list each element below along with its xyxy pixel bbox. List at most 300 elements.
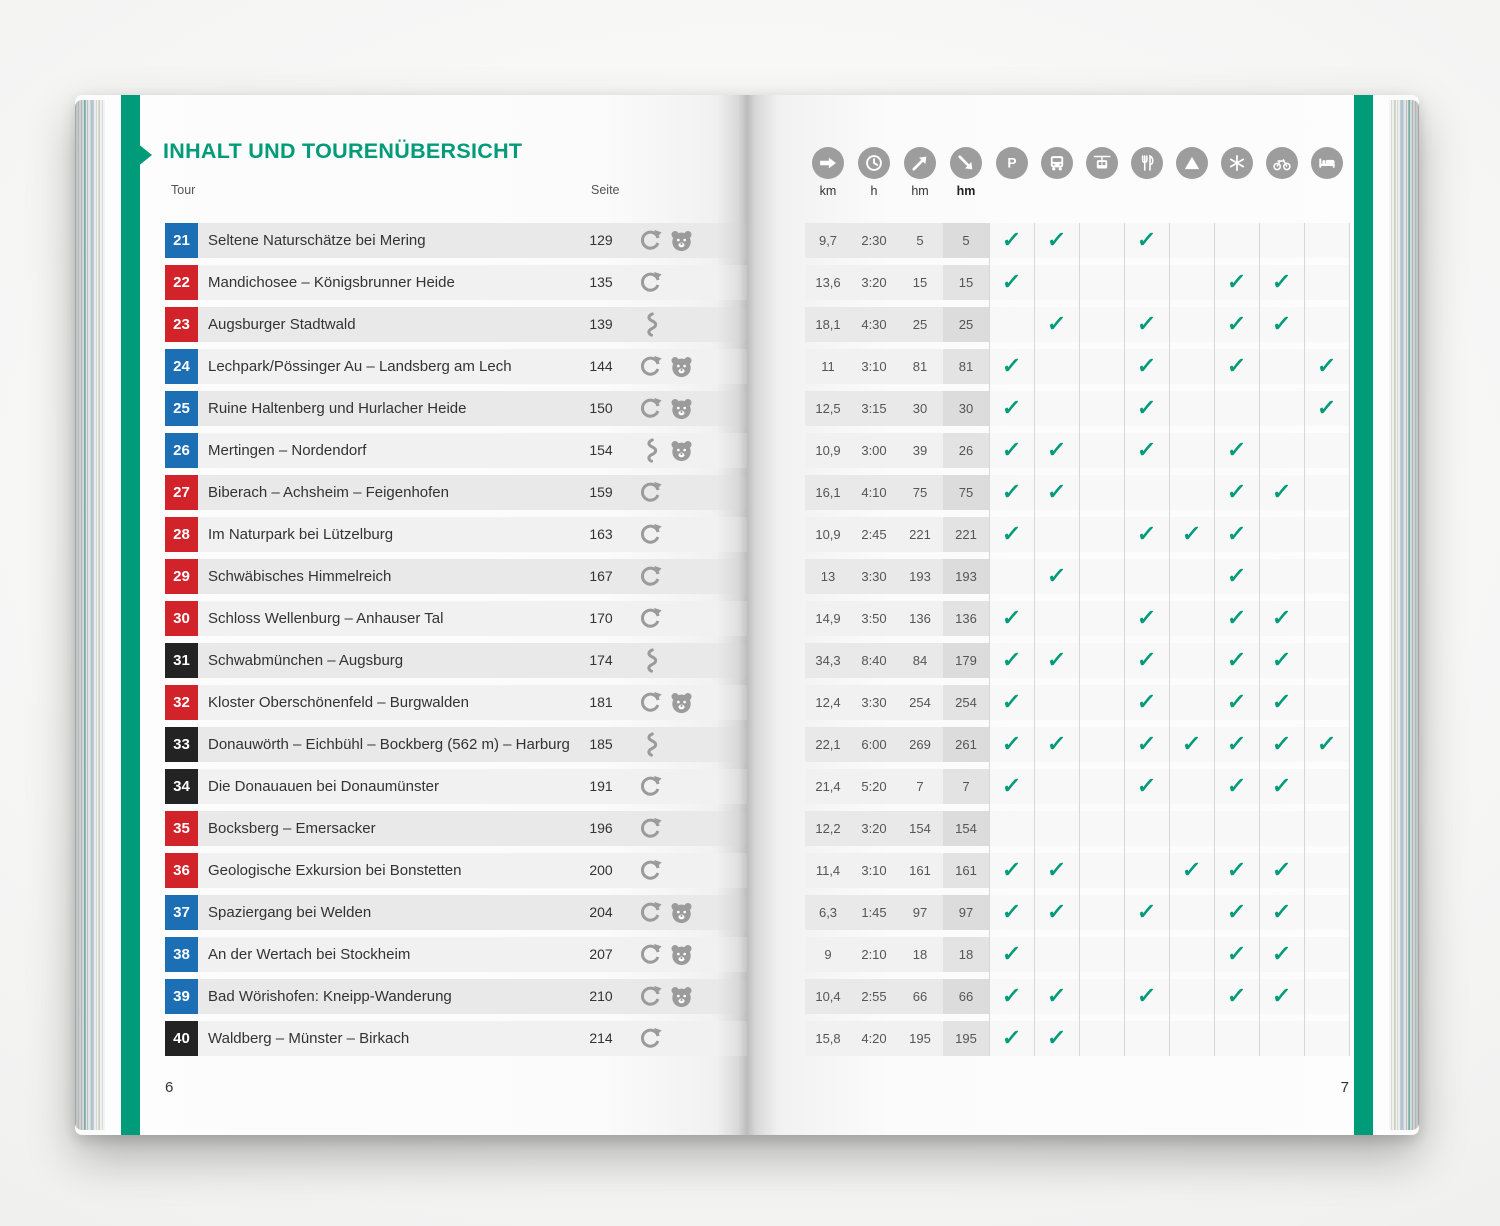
check-parking: ✓: [1000, 857, 1023, 882]
tour-number-badge: 28: [165, 517, 198, 552]
tour-name: Bocksberg – Emersacker: [208, 820, 376, 837]
tour-page-number: 159: [589, 484, 613, 500]
clock-icon: [858, 147, 890, 179]
check-parking: ✓: [1000, 899, 1023, 924]
tour-page-number: 135: [589, 274, 613, 290]
tour-km: 11,4: [815, 863, 841, 878]
tour-km: 13,6: [815, 275, 841, 290]
tour-row-right-22: [747, 265, 1389, 300]
tour-number-badge: 31: [165, 643, 198, 678]
tour-number-badge: 33: [165, 727, 198, 762]
page-number-left: 6: [165, 1079, 174, 1096]
unit-labels-row: [747, 184, 1389, 202]
tour-ascent: 84: [912, 653, 928, 668]
tour-row-right-25: [747, 391, 1389, 426]
bear-icon: [668, 689, 695, 716]
tour-duration: 2:10: [861, 947, 887, 962]
green-margin-stripe-left: [121, 95, 140, 1135]
check-bus: ✓: [1045, 563, 1068, 588]
check-snowflake: ✓: [1225, 941, 1248, 966]
check-parking: ✓: [1000, 731, 1023, 756]
tour-number-badge: 22: [165, 265, 198, 300]
check-snowflake: ✓: [1225, 521, 1248, 546]
tour-page-number: 200: [589, 862, 613, 878]
tour-duration: 2:45: [861, 527, 887, 542]
tour-row-left-23: [165, 307, 747, 342]
check-snowflake: ✓: [1225, 605, 1248, 630]
tour-number-badge: 24: [165, 349, 198, 384]
tour-duration: 3:10: [861, 863, 887, 878]
tour-descent: 179: [955, 653, 977, 668]
tour-number-badge: 25: [165, 391, 198, 426]
tour-page-number: 167: [589, 568, 613, 584]
check-restaurant: ✓: [1135, 605, 1158, 630]
tour-name: Schwabmünchen – Augsburg: [208, 652, 404, 669]
tour-km: 11: [821, 359, 835, 374]
tour-page-number: 139: [589, 316, 613, 332]
tour-page-number: 144: [589, 358, 613, 374]
loop-icon: [637, 269, 664, 296]
tour-row-right-27: [747, 475, 1389, 510]
wave-icon: [637, 731, 664, 758]
tour-ascent: 75: [912, 485, 928, 500]
ascent-icon: [904, 147, 936, 179]
tour-descent: 136: [955, 611, 977, 626]
tour-number-badge: 30: [165, 601, 198, 636]
tour-name: Waldberg – Münster – Birkach: [208, 1030, 410, 1047]
tour-row-left-29: [165, 559, 747, 594]
tour-number-badge: 38: [165, 937, 198, 972]
unit-label: h: [870, 184, 878, 198]
wave-icon: [637, 647, 664, 674]
loop-icon: [637, 689, 664, 716]
tour-row-right-31: [747, 643, 1389, 678]
tour-duration: 8:40: [861, 653, 887, 668]
check-snowflake: ✓: [1225, 689, 1248, 714]
bear-icon: [668, 395, 695, 422]
bear-icon: [668, 227, 695, 254]
check-parking: ✓: [1000, 521, 1023, 546]
tour-row-left-32: [165, 685, 747, 720]
check-bus: ✓: [1045, 437, 1068, 462]
descent-icon: [950, 147, 982, 179]
tour-ascent: 161: [909, 863, 931, 878]
check-bus: ✓: [1045, 731, 1068, 756]
bear-icon: [668, 437, 695, 464]
tour-descent: 161: [955, 863, 977, 878]
tour-row-left-26: [165, 433, 747, 468]
tour-number-badge: 39: [165, 979, 198, 1014]
tour-row-right-39: [747, 979, 1389, 1014]
tour-row-right-36: [747, 853, 1389, 888]
bus-icon: [1041, 147, 1073, 179]
check-bike: ✓: [1270, 605, 1293, 630]
tour-km: 12,4: [815, 695, 841, 710]
tour-name: Spaziergang bei Welden: [208, 904, 372, 921]
check-parking: ✓: [1000, 353, 1023, 378]
tour-ascent: 254: [909, 695, 931, 710]
tour-name: Kloster Oberschönenfeld – Burgwalden: [208, 694, 469, 711]
category-icon-header: [747, 95, 1389, 195]
check-mountain: ✓: [1180, 731, 1203, 756]
tour-page-number: 185: [589, 736, 613, 752]
check-parking: ✓: [1000, 479, 1023, 504]
check-snowflake: ✓: [1225, 437, 1248, 462]
check-snowflake: ✓: [1225, 311, 1248, 336]
tour-row-right-29: [747, 559, 1389, 594]
tour-row-right-24: [747, 349, 1389, 384]
tour-descent: 254: [955, 695, 977, 710]
check-parking: ✓: [1000, 1025, 1023, 1050]
tour-ascent: 195: [909, 1031, 931, 1046]
check-snowflake: ✓: [1225, 773, 1248, 798]
check-snowflake: ✓: [1225, 479, 1248, 504]
tour-row-right-26: [747, 433, 1389, 468]
distance-icon: [812, 147, 844, 179]
tour-ascent: 39: [912, 443, 928, 458]
tour-list-right: [747, 223, 1389, 1063]
tour-duration: 6:00: [861, 737, 887, 752]
tour-duration: 4:20: [861, 1031, 887, 1046]
tour-list-left: [165, 223, 747, 1063]
tour-name: An der Wertach bei Stockheim: [208, 946, 411, 963]
tour-descent: 261: [955, 737, 977, 752]
tour-page-number: 191: [589, 778, 613, 794]
check-bus: ✓: [1045, 983, 1068, 1008]
tour-km: 10,4: [815, 989, 841, 1004]
tour-km: 22,1: [815, 737, 841, 752]
check-bed: ✓: [1315, 395, 1338, 420]
tour-row-left-39: [165, 979, 747, 1014]
svg-text:P: P: [1006, 155, 1017, 171]
tour-ascent: 136: [909, 611, 931, 626]
check-restaurant: ✓: [1135, 983, 1158, 1008]
tour-ascent: 193: [909, 569, 931, 584]
loop-icon: [637, 1025, 664, 1052]
check-restaurant: ✓: [1135, 227, 1158, 252]
check-restaurant: ✓: [1135, 311, 1158, 336]
tour-ascent: 154: [909, 821, 931, 836]
check-bed: ✓: [1315, 353, 1338, 378]
check-bike: ✓: [1270, 983, 1293, 1008]
loop-icon: [637, 395, 664, 422]
tour-descent: 7: [962, 779, 970, 794]
tour-row-right-32: [747, 685, 1389, 720]
tour-name: Geologische Exkursion bei Bonstetten: [208, 862, 462, 879]
tour-row-right-37: [747, 895, 1389, 930]
check-mountain: ✓: [1180, 857, 1203, 882]
tour-duration: 2:30: [861, 233, 887, 248]
page-number-right: 7: [1340, 1079, 1349, 1096]
tour-number-badge: 21: [165, 223, 198, 258]
check-snowflake: ✓: [1225, 269, 1248, 294]
tour-page-number: 204: [589, 904, 613, 920]
tour-descent: 30: [958, 401, 974, 416]
tour-column-label: Tour: [171, 183, 196, 197]
loop-icon: [637, 353, 664, 380]
check-snowflake: ✓: [1225, 899, 1248, 924]
check-snowflake: ✓: [1225, 563, 1248, 588]
tour-row-left-38: [165, 937, 747, 972]
check-parking: ✓: [1000, 773, 1023, 798]
title-arrow-icon: [137, 143, 152, 167]
tour-km: 9,7: [818, 233, 838, 248]
loop-icon: [637, 941, 664, 968]
check-parking: ✓: [1000, 605, 1023, 630]
tour-descent: 25: [958, 317, 974, 332]
check-grid-band: [989, 811, 1349, 846]
check-bike: ✓: [1270, 857, 1293, 882]
tour-ascent: 81: [912, 359, 928, 374]
check-bus: ✓: [1045, 311, 1068, 336]
loop-icon: [637, 227, 664, 254]
tour-name: Die Donauauen bei Donaumünster: [208, 778, 439, 795]
tour-ascent: 221: [909, 527, 931, 542]
tour-km: 34,3: [815, 653, 841, 668]
tour-duration: 3:10: [861, 359, 887, 374]
tour-descent: 5: [962, 233, 970, 248]
bear-icon: [668, 353, 695, 380]
wave-icon: [637, 437, 664, 464]
check-snowflake: ✓: [1225, 647, 1248, 672]
tour-page-number: 174: [589, 652, 613, 668]
check-snowflake: ✓: [1225, 353, 1248, 378]
check-bike: ✓: [1270, 773, 1293, 798]
check-restaurant: ✓: [1135, 647, 1158, 672]
tour-number-badge: 34: [165, 769, 198, 804]
tour-km: 10,9: [815, 443, 841, 458]
tour-number-badge: 27: [165, 475, 198, 510]
cablecar-icon: [1086, 147, 1118, 179]
loop-icon: [637, 521, 664, 548]
tour-row-right-38: [747, 937, 1389, 972]
tour-number-badge: 40: [165, 1021, 198, 1056]
check-parking: ✓: [1000, 395, 1023, 420]
tour-name: Donauwörth – Eichbühl – Bockberg (562 m) – Harburg: [208, 736, 570, 753]
tour-row-left-40: [165, 1021, 747, 1056]
unit-label: hm: [956, 184, 976, 198]
bear-icon: [668, 899, 695, 926]
bed-icon: [1311, 147, 1343, 179]
tour-descent: 154: [955, 821, 977, 836]
wave-icon: [637, 311, 664, 338]
tour-name: Seltene Naturschätze bei Mering: [208, 232, 426, 249]
tour-name: Augsburger Stadtwald: [208, 316, 356, 333]
tour-duration: 5:20: [861, 779, 887, 794]
tour-row-right-33: [747, 727, 1389, 762]
tour-name: Im Naturpark bei Lützelburg: [208, 526, 394, 543]
tour-ascent: 66: [912, 989, 928, 1004]
loop-icon: [637, 983, 664, 1010]
check-bus: ✓: [1045, 647, 1068, 672]
tour-ascent: 97: [912, 905, 928, 920]
tour-row-right-34: [747, 769, 1389, 804]
tour-page-number: 170: [589, 610, 613, 626]
unit-label: km: [819, 184, 837, 198]
tour-duration: 3:15: [861, 401, 887, 416]
tour-ascent: 25: [912, 317, 928, 332]
unit-label: hm: [911, 184, 929, 198]
tour-descent: 15: [958, 275, 974, 290]
tour-number-badge: 36: [165, 853, 198, 888]
check-bus: ✓: [1045, 1025, 1068, 1050]
check-bus: ✓: [1045, 857, 1068, 882]
tour-duration: 1:45: [861, 905, 887, 920]
tour-page-number: 129: [589, 232, 613, 248]
tour-page-number: 154: [589, 442, 613, 458]
tour-km: 16,1: [815, 485, 841, 500]
tour-number-badge: 32: [165, 685, 198, 720]
tour-name: Lechpark/Pössinger Au – Landsberg am Lech: [208, 358, 512, 375]
check-restaurant: ✓: [1135, 395, 1158, 420]
tour-km: 9: [824, 947, 832, 962]
tour-row-right-35: [747, 811, 1389, 846]
tour-name: Ruine Haltenberg und Hurlacher Heide: [208, 400, 467, 417]
tour-number-badge: 26: [165, 433, 198, 468]
tour-km: 12,2: [815, 821, 841, 836]
tour-number-badge: 35: [165, 811, 198, 846]
tour-row-left-31: [165, 643, 747, 678]
tour-km: 13: [820, 569, 836, 584]
tour-row-left-28: [165, 517, 747, 552]
check-restaurant: ✓: [1135, 521, 1158, 546]
tour-km: 14,9: [815, 611, 841, 626]
tour-row-left-21: [165, 223, 747, 258]
tour-row-left-35: [165, 811, 747, 846]
tour-page-number: 210: [589, 988, 613, 1004]
right-page: [747, 95, 1389, 1135]
check-restaurant: ✓: [1135, 773, 1158, 798]
tour-row-left-25: [165, 391, 747, 426]
check-parking: ✓: [1000, 941, 1023, 966]
check-bike: ✓: [1270, 647, 1293, 672]
check-bike: ✓: [1270, 311, 1293, 336]
tour-km: 12,5: [815, 401, 841, 416]
loop-icon: [637, 479, 664, 506]
tour-page-number: 150: [589, 400, 613, 416]
tour-duration: 3:30: [861, 569, 887, 584]
check-restaurant: ✓: [1135, 437, 1158, 462]
check-bike: ✓: [1270, 731, 1293, 756]
tour-name: Bad Wörishofen: Kneipp-Wanderung: [208, 988, 452, 1005]
bike-icon: [1266, 147, 1298, 179]
tour-row-left-34: [165, 769, 747, 804]
tour-descent: 195: [955, 1031, 977, 1046]
left-page: [105, 95, 747, 1135]
check-bike: ✓: [1270, 899, 1293, 924]
check-parking: ✓: [1000, 269, 1023, 294]
tour-page-number: 207: [589, 946, 613, 962]
tour-descent: 66: [958, 989, 974, 1004]
check-bike: ✓: [1270, 941, 1293, 966]
check-mountain: ✓: [1180, 521, 1203, 546]
check-restaurant: ✓: [1135, 731, 1158, 756]
tour-descent: 193: [955, 569, 977, 584]
tour-row-left-30: [165, 601, 747, 636]
tour-duration: 4:10: [861, 485, 887, 500]
tour-row-right-21: [747, 223, 1389, 258]
tour-ascent: 15: [912, 275, 928, 290]
tour-ascent: 7: [916, 779, 924, 794]
tour-km: 6,3: [818, 905, 838, 920]
tour-duration: 4:30: [861, 317, 887, 332]
tour-ascent: 269: [909, 737, 931, 752]
tour-ascent: 30: [912, 401, 928, 416]
tour-row-left-37: [165, 895, 747, 930]
tour-duration: 2:55: [861, 989, 887, 1004]
loop-icon: [637, 773, 664, 800]
parking-icon: [996, 147, 1028, 179]
check-parking: ✓: [1000, 437, 1023, 462]
tour-row-right-40: [747, 1021, 1389, 1056]
tour-descent: 97: [958, 905, 974, 920]
tour-row-right-28: [747, 517, 1389, 552]
tour-duration: 3:20: [861, 821, 887, 836]
mountain-icon: [1176, 147, 1208, 179]
check-bus: ✓: [1045, 227, 1068, 252]
tour-number-badge: 29: [165, 559, 198, 594]
loop-icon: [637, 563, 664, 590]
tour-duration: 3:20: [861, 275, 887, 290]
tour-name: Schwäbisches Himmelreich: [208, 568, 392, 585]
tour-descent: 75: [958, 485, 974, 500]
tour-row-left-24: [165, 349, 747, 384]
tour-descent: 221: [955, 527, 977, 542]
check-bed: ✓: [1315, 731, 1338, 756]
bear-icon: [668, 983, 695, 1010]
bear-icon: [668, 941, 695, 968]
check-bike: ✓: [1270, 269, 1293, 294]
check-restaurant: ✓: [1135, 899, 1158, 924]
tour-duration: 3:30: [861, 695, 887, 710]
tour-name: Biberach – Achsheim – Feigenhofen: [208, 484, 449, 501]
tour-duration: 3:50: [861, 611, 887, 626]
check-restaurant: ✓: [1135, 353, 1158, 378]
page-edge-stack-left: [75, 100, 105, 1130]
restaurant-icon: [1131, 147, 1163, 179]
check-bike: ✓: [1270, 479, 1293, 504]
tour-descent: 81: [958, 359, 974, 374]
snowflake-icon: [1221, 147, 1253, 179]
check-snowflake: ✓: [1225, 731, 1248, 756]
tour-km: 10,9: [815, 527, 841, 542]
tour-page-number: 181: [589, 694, 613, 710]
tour-km: 21,4: [815, 779, 841, 794]
tour-row-right-23: [747, 307, 1389, 342]
tour-duration: 3:00: [861, 443, 887, 458]
check-snowflake: ✓: [1225, 857, 1248, 882]
tour-row-left-36: [165, 853, 747, 888]
tour-row-left-22: [165, 265, 747, 300]
check-parking: ✓: [1000, 227, 1023, 252]
tour-ascent: 18: [912, 947, 928, 962]
tour-row-right-30: [747, 601, 1389, 636]
check-snowflake: ✓: [1225, 983, 1248, 1008]
page-title: INHALT UND TOURENÜBERSICHT: [163, 139, 523, 163]
tour-number-badge: 23: [165, 307, 198, 342]
tour-page-number: 214: [589, 1030, 613, 1046]
check-parking: ✓: [1000, 647, 1023, 672]
page-column-label: Seite: [591, 183, 620, 197]
tour-ascent: 5: [916, 233, 924, 248]
tour-number-badge: 37: [165, 895, 198, 930]
check-bus: ✓: [1045, 479, 1068, 504]
tour-km: 18,1: [815, 317, 841, 332]
page-edge-stack-right: [1389, 100, 1419, 1130]
tour-name: Mertingen – Nordendorf: [208, 442, 367, 459]
loop-icon: [637, 857, 664, 884]
loop-icon: [637, 815, 664, 842]
